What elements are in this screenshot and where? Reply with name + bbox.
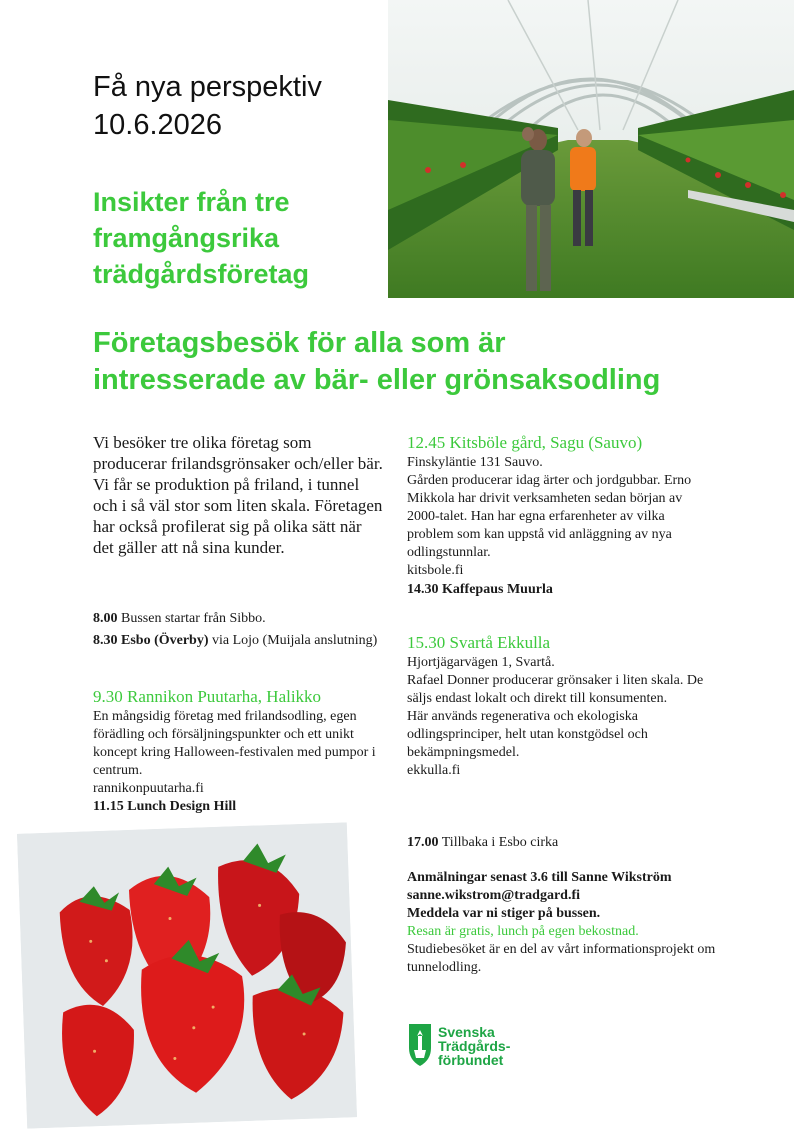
headline-line-1: Företagsbesök för alla som är: [93, 327, 506, 359]
stop-rannikon: [93, 686, 383, 816]
project-note: Studiebesöket är en del av vårt informationsprojekt om tunnelodling.: [407, 942, 716, 975]
stop-ekkulla: [407, 632, 707, 780]
stop-description-2: Här används regenerativa och ekologiska odlingsprinciper, helt utan konstgödsel och bekämpningsmedel.: [407, 709, 648, 760]
stop-description: Rafael Donner producerar grönsaker i liten skala. De säljs endast lokalt och direkt till konsumenten.: [407, 673, 704, 706]
organization-logo: [406, 1024, 566, 1072]
stop-url[interactable]: rannikonpuutarha.fi: [93, 781, 204, 796]
logo-line-1: Svenska: [438, 1024, 495, 1040]
return-time: 17.00: [407, 835, 439, 850]
esbo-time: 8.30: [93, 633, 118, 648]
headline-line-2: intresserade av bär- eller grönsaksodling: [93, 364, 661, 396]
esbo-text: via Lojo (Muijala anslutning): [208, 633, 378, 648]
esbo-place: Esbo (Överby): [117, 633, 209, 648]
stop-description: Gården producerar idag ärter och jordgubbar. Erno Mikkola har drivit verksamheten sedan början av 2000-talet. Han har egna erfarenheter av vilka problem som kan uppstå vid anläggning av nya odlingstunnlar.: [407, 473, 692, 560]
title-text: Få nya perspektiv: [93, 71, 322, 103]
logo-line-2: Trädgårds-: [438, 1038, 511, 1054]
subtitle-line-2: framgångsrika: [93, 223, 280, 253]
schedule-depart: [93, 610, 385, 628]
cost-note: Resan är gratis, lunch på egen bekostnad.: [407, 924, 639, 939]
return-line: [407, 834, 717, 852]
headline: [93, 325, 773, 399]
departure-schedule: [93, 610, 385, 654]
event-date: 10.6.2026: [93, 109, 223, 141]
contact-email[interactable]: sanne.wikstrom@tradgard.fi: [407, 888, 580, 903]
coffee-stop: 14.30 Kaffepaus Muurla: [407, 582, 553, 597]
stop-kitsbole: [407, 432, 707, 599]
depart-time: 8.00: [93, 611, 118, 626]
stop-heading: 15.30 Svartå Ekkulla: [407, 633, 551, 652]
return-text: Tillbaka i Esbo cirka: [438, 835, 559, 850]
tunnel-photo: [388, 0, 794, 298]
depart-text: Bussen startar från Sibbo.: [117, 611, 266, 626]
strawberry-photo: [17, 822, 357, 1128]
spade-icon: [406, 1024, 434, 1066]
stop-heading: 12.45 Kitsböle gård, Sagu (Sauvo): [407, 433, 643, 452]
registration-note: Anmälningar senast 3.6 till Sanne Wikström: [407, 870, 672, 885]
bus-note: Meddela var ni stiger på bussen.: [407, 906, 601, 921]
intro-text: Vi besöker tre olika företag som producerar frilandsgrönsaker och/eller bär. Vi får se produktion på friland, i tunnel och i så väl stor som liten skala. Företagen har också profilerat sig på olika sätt när det gäller att nå sina kunder.: [93, 433, 383, 557]
stop-address: Finskyläntie 131 Sauvo.: [407, 455, 543, 470]
lunch-stop: 11.15 Lunch Design Hill: [93, 799, 237, 814]
schedule-esbo: [93, 632, 385, 650]
stop-url[interactable]: ekkulla.fi: [407, 763, 461, 778]
stop-address: Hjortjägarvägen 1, Svartå.: [407, 655, 555, 670]
logo-line-3: förbundet: [438, 1052, 504, 1068]
page-title: [93, 68, 322, 144]
closing-info: [407, 834, 717, 977]
stop-description: En mångsidig företag med frilandsodling, egen förädling och försäljningspunkter och ett unikt koncept kring Halloween-festivalen med pumpor i centrum.: [93, 709, 376, 778]
subtitle-line-1: Insikter från tre: [93, 187, 290, 217]
stop-url[interactable]: kitsbole.fi: [407, 563, 464, 578]
subtitle: [93, 184, 393, 292]
stop-heading: 9.30 Rannikon Puutarha, Halikko: [93, 687, 322, 706]
subtitle-line-3: trädgårdsföretag: [93, 259, 310, 289]
